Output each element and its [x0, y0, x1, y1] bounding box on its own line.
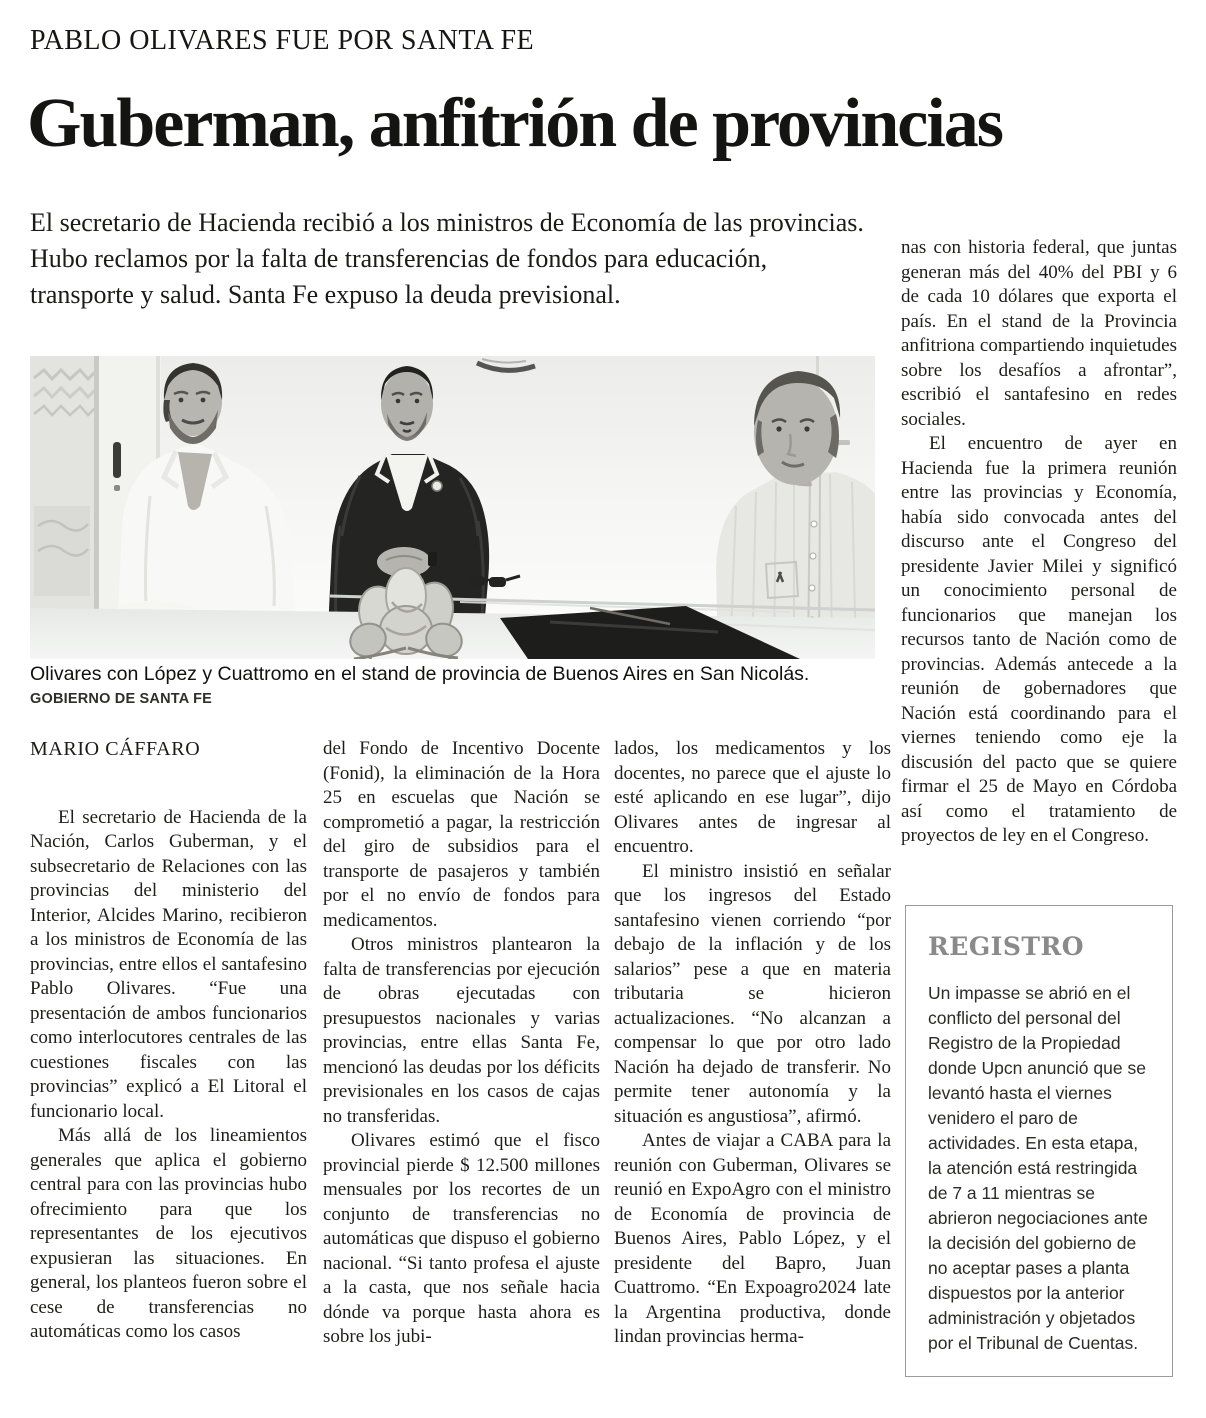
article-paragraph: El ministro insistió en señalar que los ingresos del Estado santafesino vienen corriendo “por debajo de la inflación y de los salarios” pese a que en materia tributaria se hicieron actualizaciones. “No alcanzan a compensar lo que por otro lado Nación ha dejado de transferir. No permite tener autonomía y la situación es angustiosa”, afirmó. — [614, 860, 891, 1127]
column-rail — [901, 236, 1177, 849]
article-photo — [30, 356, 875, 659]
kicker: PABLO OLIVARES FUE POR SANTA FE — [30, 25, 535, 56]
article-paragraph: Olivares estimó que el fisco provincial pierde $ 12.500 millones mensuales por los recortes de un conjunto de transferencias no automáticas que dispuso el gobierno nacional. “Si tanto profesa el ajuste a la casta, que nos señale hacia dónde va porque hasta ahora es sobre los jubi- — [323, 1130, 600, 1347]
article-paragraph: El encuentro de ayer en Hacienda fue la primera reunión entre las provincias y Economía, había sido convocada antes del discurso ante el Congreso del presidente Javier Milei y significó un conocimiento personal de funcionarios que manejan los recursos tanto de Nación como de provincias. Además antecede a la reunión de gobernadores que Nación está coordinando para el viernes teniendo como eje la discusión del pacto que se quiere firmar el 25 de Mayo en Córdoba así como el tratamiento de proyectos de ley en el Congreso. — [901, 433, 1177, 846]
photo-illustration — [30, 356, 875, 659]
headline: Guberman, anfitrión de provincias — [27, 85, 1003, 162]
column-2 — [323, 737, 600, 1350]
article-paragraph: Antes de viajar a CABA para la reunión con Guberman, Olivares se reunió en ExpoAgro con el ministro de Economía de provincia de Buenos Aires, Pablo López, y el presidente del Bapro, Juan Cuattromo. “En Expoagro2024 late la Argentina productiva, donde lindan provincias herma- — [614, 1130, 891, 1347]
registro-box-body: Un impasse se abrió en el conflicto del personal del Registro de la Propiedad donde Upcn anunció que se levantó hasta el viernes venidero el paro de actividades. En esta etapa, la atención está restringida de 7 a 11 mientras se abrieron negociaciones ante la decisión del gobierno de no aceptar pases a planta dispuestos por la anterior administración y objetados por el Tribunal de Cuentas. — [928, 983, 1148, 1353]
article-paragraph: Otros ministros plantearon la falta de transferencias por ejecución de obras ejecutadas con presupuestos nacionales y varias provincias, entre ellas Santa Fe, mencionó las deudas por los déficits previsionales en los casos de cajas no transferidas. — [323, 934, 600, 1127]
article-paragraph: nas con historia federal, que juntas generan más del 40% del PBI y 6 de cada 10 dólares que exporta el país. En el stand de la Provincia anfitriona compartiendo inquietudes sobre los desafíos a afrontar”, escribió el santafesino en redes sociales. — [901, 237, 1177, 430]
registro-box-title: REGISTRO — [928, 932, 1085, 961]
photo-credit: GOBIERNO DE SANTA FE — [30, 691, 213, 707]
column-1 — [30, 737, 307, 1345]
photo-caption-row — [30, 663, 878, 711]
article-paragraph: del Fondo de Incentivo Docente (Fonid), la eliminación de la Hora 25 en escuelas que Nación se comprometió a pagar, la restricción del giro de subsidios para el transporte de pasajeros y también por el no envío de fondos para medicamentos. — [323, 738, 600, 931]
article-paragraph: El secretario de Hacienda de la Nación, Carlos Guberman, y el subsecretario de Relaciones con las provincias del ministerio del Interior, Alcides Marino, recibieron a los ministros de Economía de las provincias, entre ellos el santafesino Pablo Olivares. “Fue una presentación de ambos funcionarios como interlocutores centrales de las cuestiones fiscales con las provincias” explicó a El Litoral el funcionario local. — [30, 806, 307, 1122]
registro-box — [905, 905, 1173, 1377]
deck: El secretario de Hacienda recibió a los ministros de Economía de las provincias. Hubo reclamos por la falta de transferencias de fondos para educación, transporte y salud. Santa Fe expuso la deuda previsional. — [30, 208, 864, 309]
article-paragraph: Más allá de los lineamientos generales que aplica el gobierno central para con las provincias hubo ofrecimiento para que los representantes de los ejecutivos expusieran las situaciones. En general, los planteos fueron sobre el cese de transferencias no automáticas como los casos — [30, 1125, 307, 1342]
photo-caption: Olivares con López y Cuattromo en el stand de provincia de Buenos Aires en San Nicolás. — [30, 663, 810, 685]
article-paragraph: lados, los medicamentos y los docentes, no parece que el ajuste lo esté aplicando en ese lugar”, dijo Olivares antes de ingresar al encuentro. — [614, 738, 891, 857]
column-3 — [614, 737, 891, 1350]
byline: MARIO CÁFFARO — [30, 738, 201, 760]
